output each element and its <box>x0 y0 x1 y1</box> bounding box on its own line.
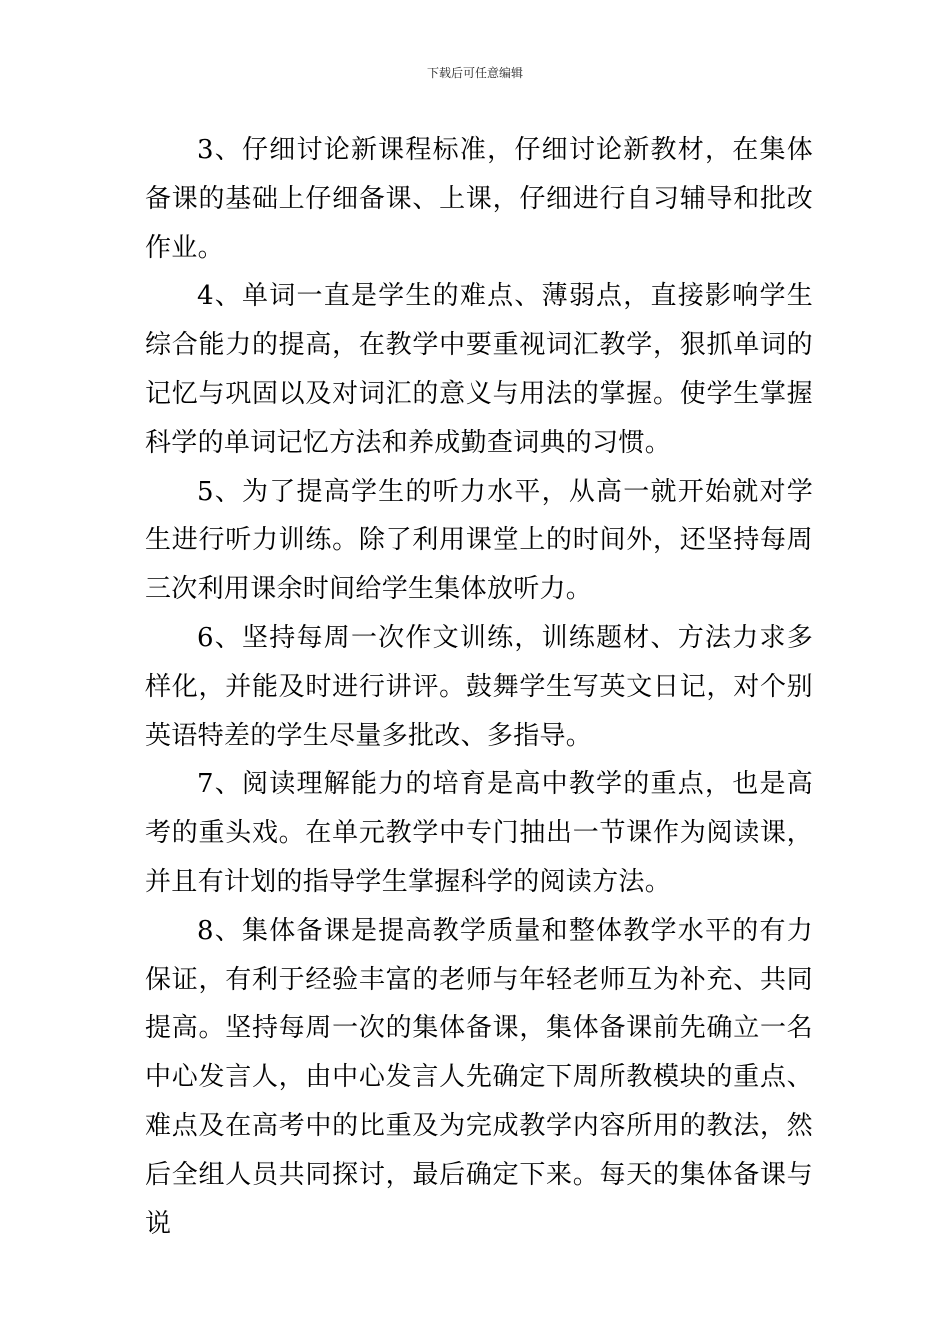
paragraph-5: 5、为了提高学生的听力水平，从高一就开始就对学生进行听力训练。除了利用课堂上的时间外，还坚持每周三次利用课余时间给学生集体放听力。 <box>145 476 813 605</box>
paragraph-4: 4、单词一直是学生的难点、薄弱点，直接影响学生综合能力的提高，在教学中要重视词汇教学，狠抓单词的记忆与巩固以及对词汇的意义与用法的掌握。使学生掌握科学的单词记忆方法和养成勤查词典的习惯。 <box>145 281 813 458</box>
paragraph-7: 7、阅读理解能力的培育是高中教学的重点，也是高考的重头戏。在单元教学中专门抽出一节课作为阅读课，并且有计划的指导学生掌握科学的阅读方法。 <box>145 769 813 897</box>
page-header-note: 下载后可任意编辑 <box>426 66 523 80</box>
document-body <box>145 126 813 1248</box>
paragraph-3: 3、仔细讨论新课程标准，仔细讨论新教材，在集体备课的基础上仔细备课、上课，仔细进行自习辅导和批改作业。 <box>145 135 813 263</box>
paragraph-6: 6、坚持每周一次作文训练，训练题材、方法力求多样化，并能及时进行讲评。鼓舞学生写英文日记，对个别英语特差的学生尽量多批改、多指导。 <box>145 622 813 751</box>
paragraph-8: 8、集体备课是提高教学质量和整体教学水平的有力保证，有利于经验丰富的老师与年轻老师互为补充、共同提高。坚持每周一次的集体备课，集体备课前先确立一名中心发言人，由中心发言人先确定下周所教模块的重点、难点及在高考中的比重及为完成教学内容所用的教法，然后全组人员共同探讨，最后确定下来。每天的集体备课与说 <box>145 915 813 1239</box>
